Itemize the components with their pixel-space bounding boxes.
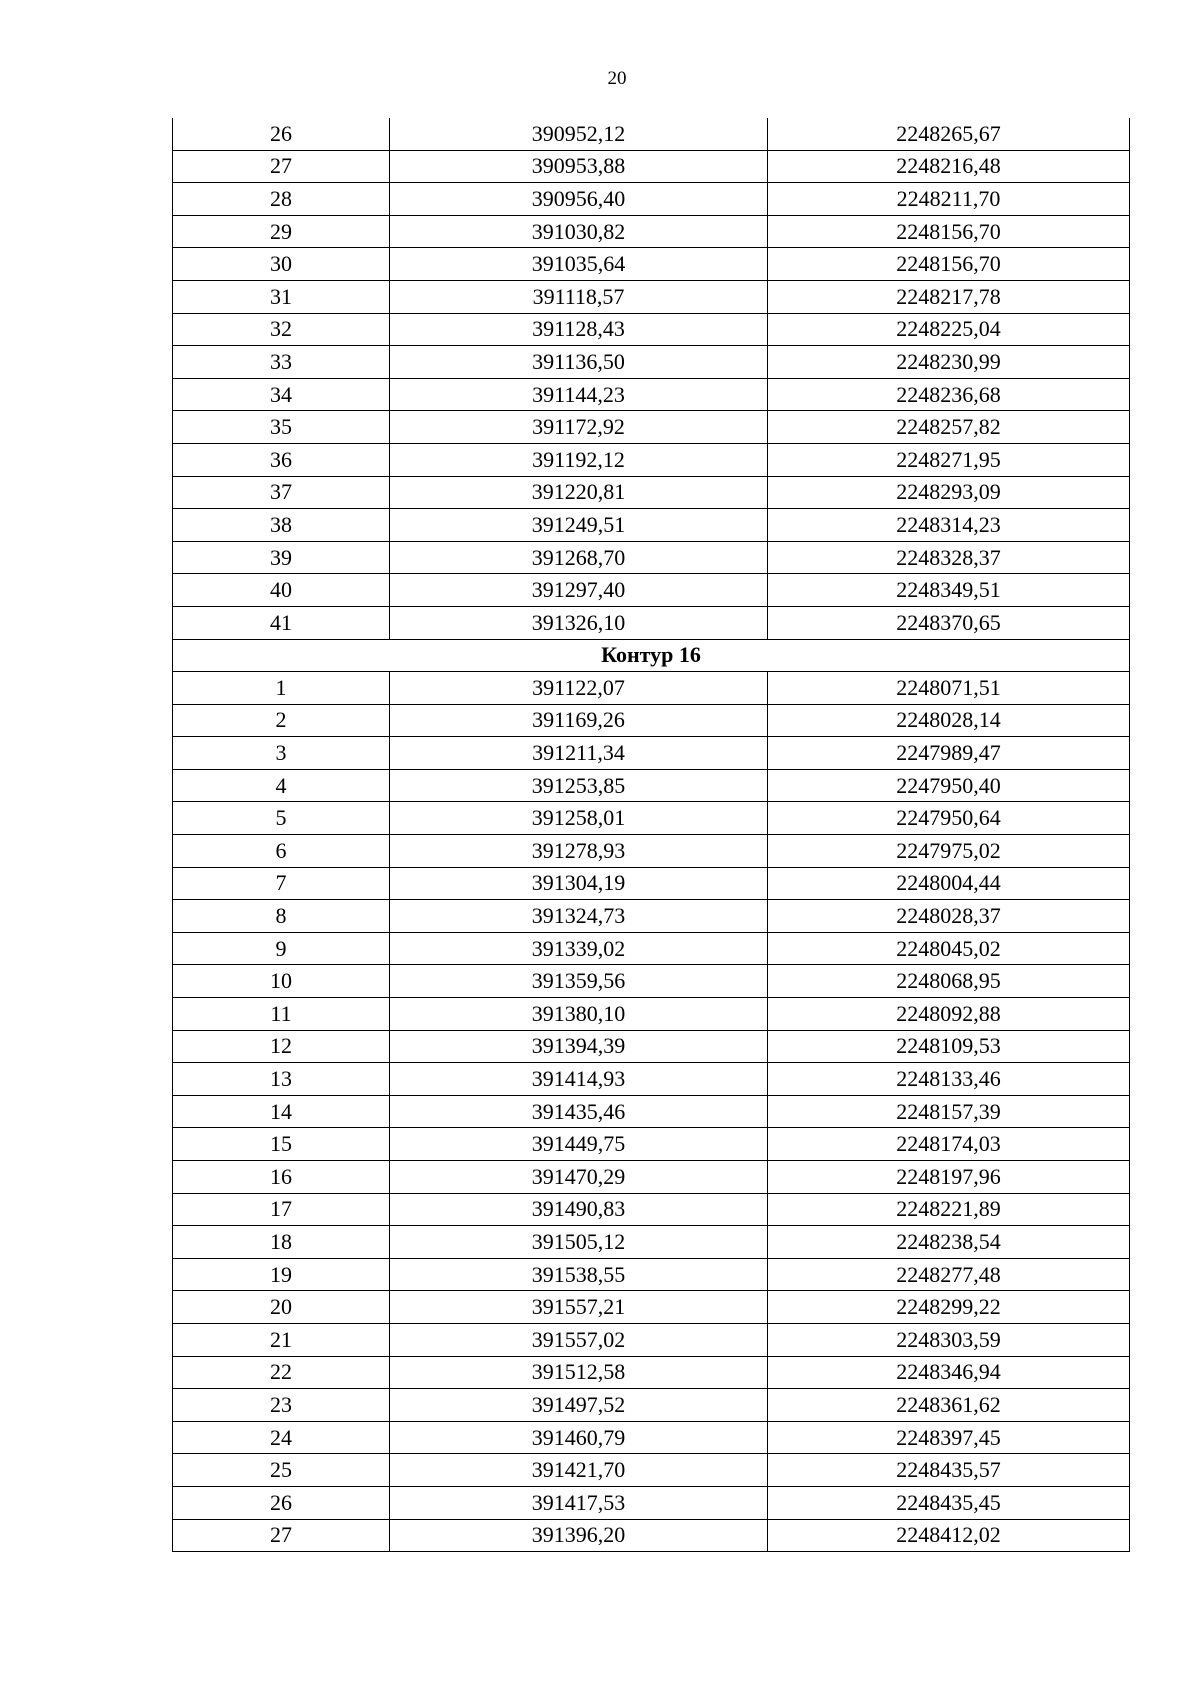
table-row: [173, 1128, 1130, 1161]
table-row: [173, 1095, 1130, 1128]
x-coordinate-cell: 391278,93: [390, 835, 768, 868]
y-coordinate-cell: 2248236,68: [768, 378, 1130, 411]
y-coordinate-cell: 2247989,47: [768, 737, 1130, 770]
table-row: [173, 737, 1130, 770]
point-number-cell: 35: [173, 411, 390, 444]
point-number-cell: 22: [173, 1356, 390, 1389]
point-number-cell: 14: [173, 1095, 390, 1128]
table-row: [173, 1030, 1130, 1063]
y-coordinate-cell: 2248156,70: [768, 248, 1130, 281]
contour-title: Контур 16: [173, 639, 1130, 672]
point-number-cell: 1: [173, 672, 390, 705]
table-row: [173, 672, 1130, 705]
table-row: [173, 704, 1130, 737]
y-coordinate-cell: 2248349,51: [768, 574, 1130, 607]
point-number-cell: 2: [173, 704, 390, 737]
point-number-cell: 10: [173, 965, 390, 998]
x-coordinate-cell: 391122,07: [390, 672, 768, 705]
table-row: [173, 1454, 1130, 1487]
y-coordinate-cell: 2248028,14: [768, 704, 1130, 737]
point-number-cell: 31: [173, 280, 390, 313]
x-coordinate-cell: 391128,43: [390, 313, 768, 346]
point-number-cell: 20: [173, 1291, 390, 1324]
x-coordinate-cell: 391268,70: [390, 541, 768, 574]
x-coordinate-cell: 391220,81: [390, 476, 768, 509]
table-row: [173, 248, 1130, 281]
point-number-cell: 3: [173, 737, 390, 770]
y-coordinate-cell: 2247950,64: [768, 802, 1130, 835]
table-row: [173, 476, 1130, 509]
point-number-cell: 12: [173, 1030, 390, 1063]
y-coordinate-cell: 2248293,09: [768, 476, 1130, 509]
point-number-cell: 28: [173, 183, 390, 216]
point-number-cell: 36: [173, 443, 390, 476]
x-coordinate-cell: 391339,02: [390, 932, 768, 965]
y-coordinate-cell: 2248156,70: [768, 215, 1130, 248]
table-row: [173, 769, 1130, 802]
table-row: [173, 411, 1130, 444]
y-coordinate-cell: 2248277,48: [768, 1258, 1130, 1291]
y-coordinate-cell: 2248370,65: [768, 606, 1130, 639]
point-number-cell: 40: [173, 574, 390, 607]
y-coordinate-cell: 2248217,78: [768, 280, 1130, 313]
y-coordinate-cell: 2248299,22: [768, 1291, 1130, 1324]
table-row: [173, 378, 1130, 411]
y-coordinate-cell: 2248211,70: [768, 183, 1130, 216]
table-row: [173, 280, 1130, 313]
y-coordinate-cell: 2248361,62: [768, 1389, 1130, 1422]
y-coordinate-cell: 2248265,67: [768, 118, 1130, 150]
y-coordinate-cell: 2248133,46: [768, 1063, 1130, 1096]
x-coordinate-cell: 391297,40: [390, 574, 768, 607]
table-row: [173, 867, 1130, 900]
x-coordinate-cell: 391414,93: [390, 1063, 768, 1096]
y-coordinate-cell: 2248412,02: [768, 1519, 1130, 1552]
point-number-cell: 33: [173, 346, 390, 379]
table-row: [173, 1486, 1130, 1519]
y-coordinate-cell: 2247950,40: [768, 769, 1130, 802]
table-row: [173, 1291, 1130, 1324]
point-number-cell: 21: [173, 1323, 390, 1356]
x-coordinate-cell: 391144,23: [390, 378, 768, 411]
x-coordinate-cell: 391557,21: [390, 1291, 768, 1324]
x-coordinate-cell: 391359,56: [390, 965, 768, 998]
y-coordinate-cell: 2248197,96: [768, 1161, 1130, 1194]
point-number-cell: 34: [173, 378, 390, 411]
x-coordinate-cell: 391258,01: [390, 802, 768, 835]
point-number-cell: 9: [173, 932, 390, 965]
point-number-cell: 19: [173, 1258, 390, 1291]
point-number-cell: 38: [173, 509, 390, 542]
y-coordinate-cell: 2248435,57: [768, 1454, 1130, 1487]
x-coordinate-cell: 391118,57: [390, 280, 768, 313]
x-coordinate-cell: 391253,85: [390, 769, 768, 802]
y-coordinate-cell: 2248257,82: [768, 411, 1130, 444]
point-number-cell: 11: [173, 998, 390, 1031]
x-coordinate-cell: 391512,58: [390, 1356, 768, 1389]
table-row: [173, 1258, 1130, 1291]
point-number-cell: 26: [173, 1486, 390, 1519]
point-number-cell: 7: [173, 867, 390, 900]
table-row: [173, 443, 1130, 476]
point-number-cell: 18: [173, 1226, 390, 1259]
table-row: [173, 574, 1130, 607]
x-coordinate-cell: 391136,50: [390, 346, 768, 379]
table-row: [173, 150, 1130, 183]
table-row: [173, 1389, 1130, 1422]
point-number-cell: 27: [173, 1519, 390, 1552]
y-coordinate-cell: 2248068,95: [768, 965, 1130, 998]
x-coordinate-cell: 391394,39: [390, 1030, 768, 1063]
point-number-cell: 41: [173, 606, 390, 639]
point-number-cell: 6: [173, 835, 390, 868]
table-row: [173, 118, 1130, 150]
point-number-cell: 30: [173, 248, 390, 281]
table-row: [173, 541, 1130, 574]
y-coordinate-cell: 2248271,95: [768, 443, 1130, 476]
point-number-cell: 17: [173, 1193, 390, 1226]
table-row: [173, 932, 1130, 965]
point-number-cell: 4: [173, 769, 390, 802]
x-coordinate-cell: 391497,52: [390, 1389, 768, 1422]
point-number-cell: 15: [173, 1128, 390, 1161]
table-row: [173, 998, 1130, 1031]
x-coordinate-cell: 391030,82: [390, 215, 768, 248]
x-coordinate-cell: 390953,88: [390, 150, 768, 183]
table-row: [173, 1421, 1130, 1454]
table-row: [173, 1161, 1130, 1194]
y-coordinate-cell: 2248435,45: [768, 1486, 1130, 1519]
x-coordinate-cell: 391211,34: [390, 737, 768, 770]
x-coordinate-cell: 391557,02: [390, 1323, 768, 1356]
point-number-cell: 29: [173, 215, 390, 248]
y-coordinate-cell: 2248092,88: [768, 998, 1130, 1031]
table-row: [173, 900, 1130, 933]
x-coordinate-cell: 391449,75: [390, 1128, 768, 1161]
table-row: [173, 346, 1130, 379]
x-coordinate-cell: 390952,12: [390, 118, 768, 150]
point-number-cell: 23: [173, 1389, 390, 1422]
point-number-cell: 24: [173, 1421, 390, 1454]
point-number-cell: 13: [173, 1063, 390, 1096]
table-row: [173, 215, 1130, 248]
x-coordinate-cell: 391324,73: [390, 900, 768, 933]
table-row: [173, 802, 1130, 835]
table-row: [173, 1063, 1130, 1096]
y-coordinate-cell: 2248157,39: [768, 1095, 1130, 1128]
point-number-cell: 27: [173, 150, 390, 183]
point-number-cell: 32: [173, 313, 390, 346]
y-coordinate-cell: 2248230,99: [768, 346, 1130, 379]
table-row: [173, 1226, 1130, 1259]
x-coordinate-cell: 391396,20: [390, 1519, 768, 1552]
x-coordinate-cell: 391470,29: [390, 1161, 768, 1194]
x-coordinate-cell: 391490,83: [390, 1193, 768, 1226]
table-row: [173, 1193, 1130, 1226]
y-coordinate-cell: 2248314,23: [768, 509, 1130, 542]
point-number-cell: 16: [173, 1161, 390, 1194]
table-row: [173, 1323, 1130, 1356]
y-coordinate-cell: 2248225,04: [768, 313, 1130, 346]
table-row: [173, 183, 1130, 216]
x-coordinate-cell: 391538,55: [390, 1258, 768, 1291]
table-row: [173, 313, 1130, 346]
y-coordinate-cell: 2248221,89: [768, 1193, 1130, 1226]
table-row: [173, 1519, 1130, 1552]
x-coordinate-cell: 391460,79: [390, 1421, 768, 1454]
y-coordinate-cell: 2247975,02: [768, 835, 1130, 868]
y-coordinate-cell: 2248028,37: [768, 900, 1130, 933]
x-coordinate-cell: 391172,92: [390, 411, 768, 444]
x-coordinate-cell: 391421,70: [390, 1454, 768, 1487]
y-coordinate-cell: 2248397,45: [768, 1421, 1130, 1454]
y-coordinate-cell: 2248004,44: [768, 867, 1130, 900]
x-coordinate-cell: 391169,26: [390, 704, 768, 737]
x-coordinate-cell: 391249,51: [390, 509, 768, 542]
point-number-cell: 25: [173, 1454, 390, 1487]
x-coordinate-cell: 391326,10: [390, 606, 768, 639]
y-coordinate-cell: 2248328,37: [768, 541, 1130, 574]
coordinates-table: [172, 118, 1130, 1552]
table-row: [173, 835, 1130, 868]
x-coordinate-cell: 391435,46: [390, 1095, 768, 1128]
page-number: 20: [607, 68, 627, 89]
contour-header-row: [173, 639, 1130, 672]
table-row: [173, 1356, 1130, 1389]
point-number-cell: 39: [173, 541, 390, 574]
y-coordinate-cell: 2248346,94: [768, 1356, 1130, 1389]
coordinates-table-body: [173, 118, 1130, 1552]
point-number-cell: 5: [173, 802, 390, 835]
x-coordinate-cell: 391192,12: [390, 443, 768, 476]
x-coordinate-cell: 390956,40: [390, 183, 768, 216]
point-number-cell: 8: [173, 900, 390, 933]
y-coordinate-cell: 2248071,51: [768, 672, 1130, 705]
y-coordinate-cell: 2248174,03: [768, 1128, 1130, 1161]
x-coordinate-cell: 391505,12: [390, 1226, 768, 1259]
x-coordinate-cell: 391304,19: [390, 867, 768, 900]
point-number-cell: 37: [173, 476, 390, 509]
point-number-cell: 26: [173, 118, 390, 150]
x-coordinate-cell: 391380,10: [390, 998, 768, 1031]
table-row: [173, 606, 1130, 639]
table-row: [173, 965, 1130, 998]
y-coordinate-cell: 2248238,54: [768, 1226, 1130, 1259]
y-coordinate-cell: 2248303,59: [768, 1323, 1130, 1356]
y-coordinate-cell: 2248216,48: [768, 150, 1130, 183]
y-coordinate-cell: 2248109,53: [768, 1030, 1130, 1063]
y-coordinate-cell: 2248045,02: [768, 932, 1130, 965]
x-coordinate-cell: 391417,53: [390, 1486, 768, 1519]
x-coordinate-cell: 391035,64: [390, 248, 768, 281]
table-row: [173, 509, 1130, 542]
